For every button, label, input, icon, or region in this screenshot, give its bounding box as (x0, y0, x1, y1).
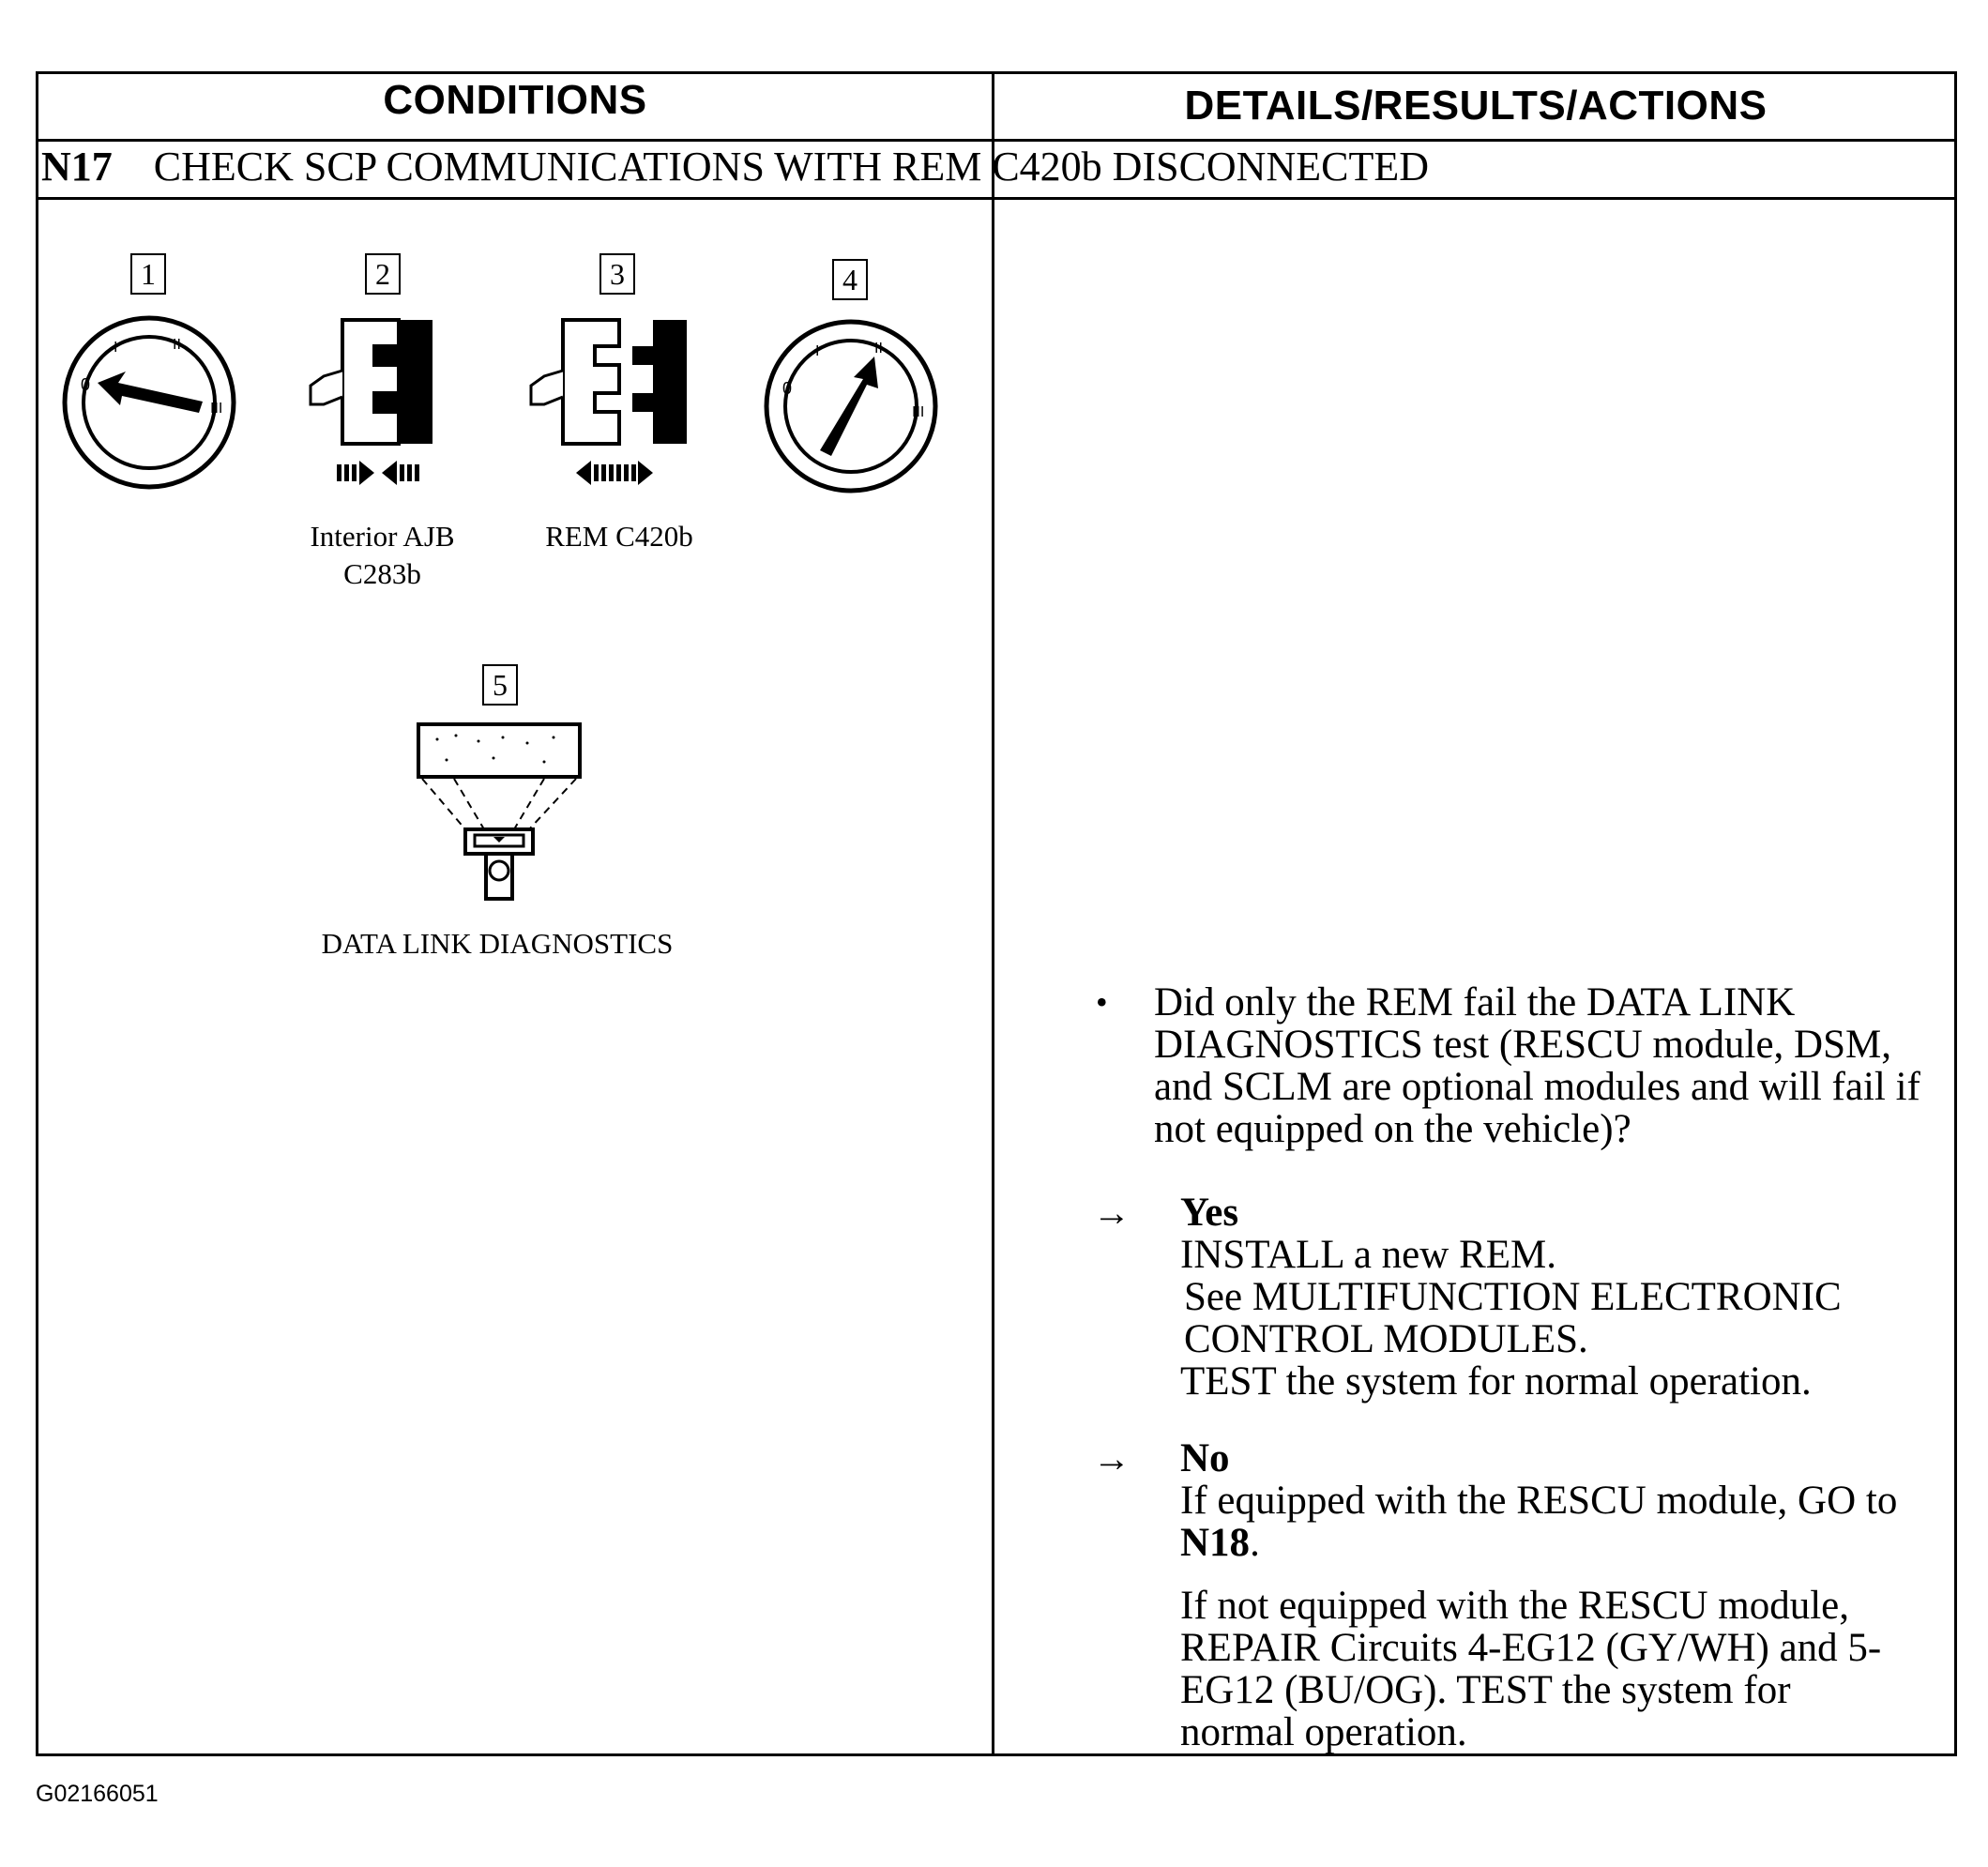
ignition-mark-0: 0 (782, 379, 793, 398)
ignition-mark-2: II (173, 337, 181, 353)
figure-label-4: 4 (832, 259, 868, 300)
no-line1 (1180, 1480, 1950, 1564)
step-number: N17 (41, 144, 113, 190)
scan-tool-icon (413, 719, 591, 906)
yes-arrow-icon: → (1093, 1192, 1131, 1234)
connector-1-caption (281, 518, 483, 593)
yes-line3: TEST the system for normal operation. (1180, 1359, 1812, 1404)
ignition-run-icon (762, 317, 940, 495)
no-line1-prefix: If equipped with the RESCU module, GO to (1180, 1479, 1898, 1523)
conditions-header: CONDITIONS (383, 77, 647, 123)
figure-label-1: 1 (130, 253, 166, 295)
connector-1-caption-line2: C283b (343, 557, 421, 590)
yes-line2: See MULTIFUNCTION ELECTRONIC CONTROL MODULES. (1184, 1275, 1842, 1361)
header-divider (36, 139, 1957, 142)
ignition-mark-1: I (815, 343, 820, 359)
yes-answer (1180, 1192, 1950, 1403)
connector-disconnected-icon (525, 314, 713, 493)
no-goto-step: N18 (1180, 1521, 1251, 1565)
ignition-mark-2: II (874, 341, 883, 357)
ignition-mark-3: III (912, 404, 925, 420)
no-line2: If not equipped with the RESCU module, REPAIR Circuits 4-EG12 (GY/WH) and 5-EG12 (BU/OG). TEST the system for normal operation. (1180, 1584, 1882, 1754)
figure-label-3: 3 (599, 253, 635, 295)
no-line1-suffix: . (1250, 1521, 1260, 1565)
figure-code: G02166051 (36, 1781, 159, 1807)
title-divider (36, 197, 1957, 200)
details-header: DETAILS/RESULTS/ACTIONS (1184, 83, 1768, 129)
no-arrow-icon: → (1093, 1437, 1131, 1480)
column-divider (992, 71, 994, 1756)
question-text: Did only the REM fail the DATA LINK DIAGNOSTICS test (RESCU module, DSM, and SCLM are optional modules and will fail if not equipped on the vehicle)? (1154, 980, 1920, 1151)
ignition-mark-1: I (114, 340, 118, 356)
figure-label-2: 2 (365, 253, 401, 295)
connector-2-caption: REM C420b (545, 520, 693, 553)
figure-label-5: 5 (482, 664, 518, 706)
connector-1-caption-line1: Interior AJB (310, 520, 455, 553)
tool-caption: DATA LINK DIAGNOSTICS (321, 927, 674, 960)
step-title-row (41, 143, 1429, 190)
step-title: CHECK SCP COMMUNICATIONS WITH REM C420b DISCONNECTED (153, 144, 1429, 190)
connector-connected-icon (305, 314, 446, 493)
yes-line1: INSTALL a new REM. (1180, 1233, 1557, 1277)
yes-label: Yes (1180, 1191, 1239, 1235)
no-label: No (1180, 1436, 1230, 1480)
question-bullet: • (1096, 983, 1108, 1021)
ignition-mark-3: III (210, 401, 223, 417)
ignition-off-icon (60, 313, 238, 492)
ignition-mark-0: 0 (81, 375, 91, 394)
no-answer (1180, 1437, 1950, 1753)
